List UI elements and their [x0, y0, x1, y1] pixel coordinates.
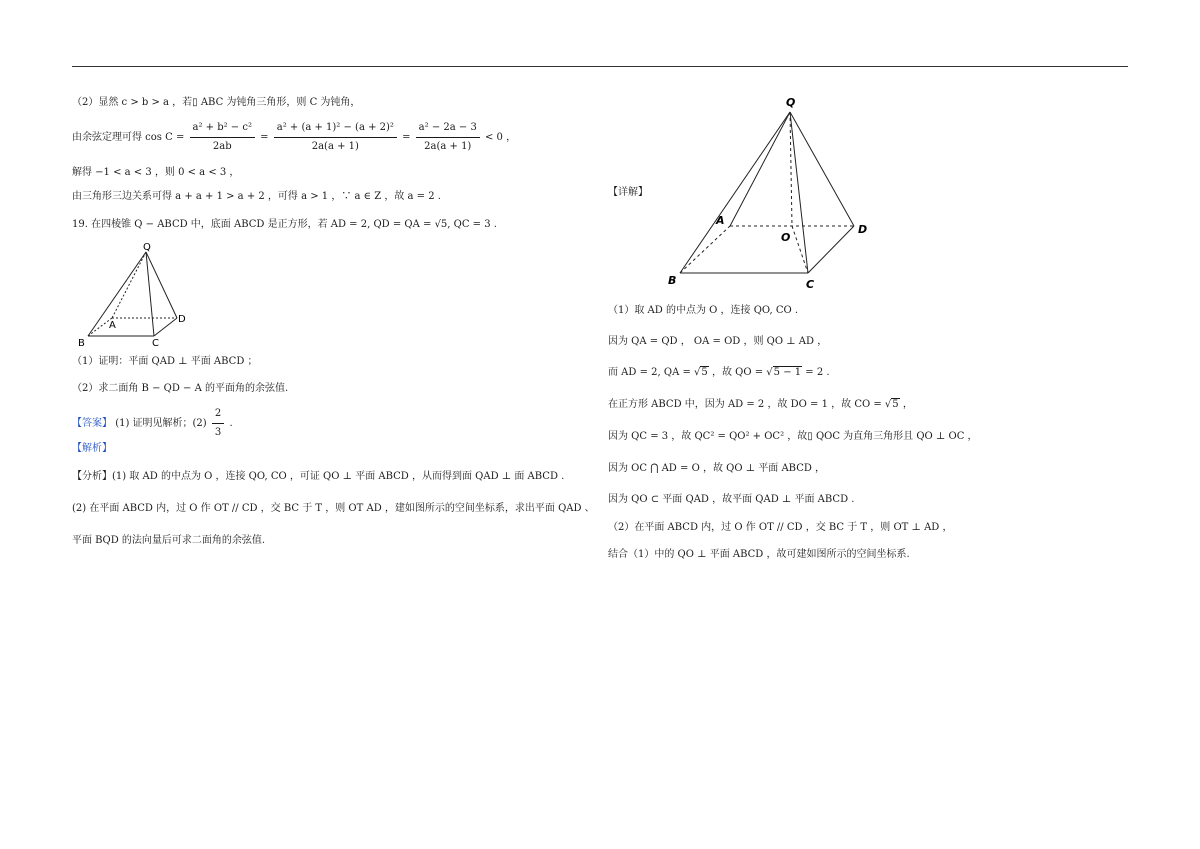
cos-prefix: 由余弦定理可得 cos C =	[72, 132, 185, 143]
question-19-part2: （2）求二面角 B − QD − A 的平面角的余弦值.	[72, 383, 289, 394]
cos-fraction-3	[416, 120, 480, 155]
answer-text: (1) 证明见解析；(2)	[115, 418, 207, 429]
pyramid-large-figure	[668, 90, 948, 295]
cos-fraction-2	[274, 120, 397, 155]
frac1-denominator: 2ab	[212, 141, 232, 152]
frac3-numerator: a² − 2a − 3	[416, 120, 480, 138]
edge-CD	[154, 318, 177, 336]
analysis-tag: 【解析】	[72, 443, 112, 454]
label-A: A	[716, 214, 725, 227]
detail-line-9: 结合（1）中的 QO ⊥ 平面 ABCD ，故可建如图所示的空间坐标系.	[608, 549, 910, 560]
edge-QA	[112, 252, 146, 318]
analysis-line-1: 【分析】(1) 取 AD 的中点为 O ，连接 QO, CO ，可证 QO ⊥ 平面 ABCD ，从而得到面 QAD ⊥ 面 ABCD .	[72, 471, 565, 482]
l3-part-c: = 2 .	[802, 367, 830, 378]
answer-line	[72, 406, 233, 441]
edge-QC	[790, 112, 808, 273]
detail-tag: 【详解】	[608, 187, 648, 198]
label-D: D	[858, 223, 868, 236]
cos-suffix: < 0 ，	[485, 132, 517, 143]
solve-line: 解得 −1 < a < 3 ，则 0 < a < 3 ，	[72, 167, 240, 178]
cos-fraction-1	[190, 120, 255, 155]
triangle-line: 由三角形三边关系可得 a + a + 1 > a + 2 ，可得 a > 1 ，∵ a ∈ Z ，故 a = 2 .	[72, 191, 441, 202]
answer-period: .	[229, 418, 233, 429]
header-rule	[72, 66, 1128, 67]
label-B: B	[78, 338, 85, 349]
edge-QD	[790, 112, 854, 226]
question-19-part1: （1）证明：平面 QAD ⊥ 平面 ABCD ；	[72, 356, 258, 367]
label-Q: Q	[143, 242, 151, 253]
part2-intro: （2）显然 c > b > a ，若▯ ABC 为钝角三角形，则 C 为钝角，	[72, 97, 361, 108]
answer-fraction	[212, 406, 224, 441]
detail-line-6: 因为 OC ⋂ AD = O ，故 QO ⊥ 平面 ABCD ，	[608, 463, 826, 474]
label-A: A	[109, 320, 116, 331]
label-O: O	[781, 231, 791, 244]
l4-part-a: 在正方形 ABCD 中，因为 AD = 2 ，故 DO = 1 ，故 CO =	[608, 399, 885, 410]
frac2-numerator: a² + (a + 1)² − (a + 2)²	[274, 120, 397, 138]
label-C: C	[152, 338, 159, 349]
frac1-numerator: a² + b² − c²	[190, 120, 255, 138]
edge-QB	[680, 112, 790, 273]
edge-QB	[88, 252, 146, 336]
frac3-denominator: 2a(a + 1)	[424, 141, 472, 152]
frac2-denominator: 2a(a + 1)	[311, 141, 359, 152]
detail-line-7: 因为 QO ⊂ 平面 QAD ，故平面 QAD ⊥ 平面 ABCD .	[608, 494, 855, 505]
answer-denominator: 3	[214, 427, 222, 438]
label-C: C	[806, 278, 815, 291]
label-Q: Q	[786, 96, 796, 109]
label-D: D	[178, 314, 186, 325]
edge-CD	[808, 226, 854, 273]
answer-tag: 【答案】	[72, 418, 112, 429]
edge-QC	[146, 252, 154, 336]
question-19: 19. 在四棱锥 Q − ABCD 中，底面 ABCD 是正方形，若 AD = 2, QD = QA = √5, QC = 3 .	[72, 219, 497, 230]
detail-line-4: 在正方形 ABCD 中，因为 AD = 2 ，故 DO = 1 ，故 CO = √5 ，	[608, 399, 913, 410]
edge-QA	[730, 112, 790, 226]
l3-part-b: ，故 QO =	[708, 367, 767, 378]
edge-BA	[680, 226, 730, 273]
detail-line-3: 而 AD = 2, QA = √5 ，故 QO = √5 − 1 = 2 .	[608, 367, 830, 378]
detail-line-2: 因为 QA = QD ， OA = OD ，则 QO ⊥ AD ，	[608, 336, 828, 347]
edge-QD	[146, 252, 177, 318]
cosine-formula: 由余弦定理可得 cos C = $\frac{\text{a² + b² − c²}}{2ab}$ = $\frac{\text{a² + (a + 1)² − (a + 2)²}}{2a(a + 1)}$ = $\frac{\text{a² − 2a − 3}}{2a(a + 1)}$ < 0 ，	[72, 120, 516, 155]
l4-part-b: ，	[899, 399, 913, 410]
l3-part-a: 而 AD = 2, QA =	[608, 367, 695, 378]
l3-sqrt-1: 5	[701, 367, 708, 378]
pyramid-small-figure	[74, 240, 204, 350]
detail-line-1: （1）取 AD 的中点为 O ，连接 QO, CO .	[608, 305, 799, 316]
label-B: B	[668, 274, 677, 287]
detail-line-8: （2）在平面 ABCD 内，过 O 作 OT // CD ，交 BC 于 T ，则 OT ⊥ AD ，	[608, 522, 953, 533]
answer-numerator: 2	[212, 406, 224, 424]
detail-line-5: 因为 QC = 3 ，故 QC² = QO² + OC² ，故▯ QOC 为直角三角形且 QO ⊥ OC ，	[608, 431, 978, 442]
l4-sqrt: 5	[892, 399, 899, 410]
l3-sqrt-2: 5 − 1	[773, 367, 802, 378]
analysis-line-2: (2) 在平面 ABCD 内，过 O 作 OT // CD ，交 BC 于 T ，则 OT AD ，建如图所示的空间坐标系，求出平面 QAD 、	[72, 503, 595, 514]
analysis-line-3: 平面 BQD 的法向量后可求二面角的余弦值.	[72, 535, 266, 546]
